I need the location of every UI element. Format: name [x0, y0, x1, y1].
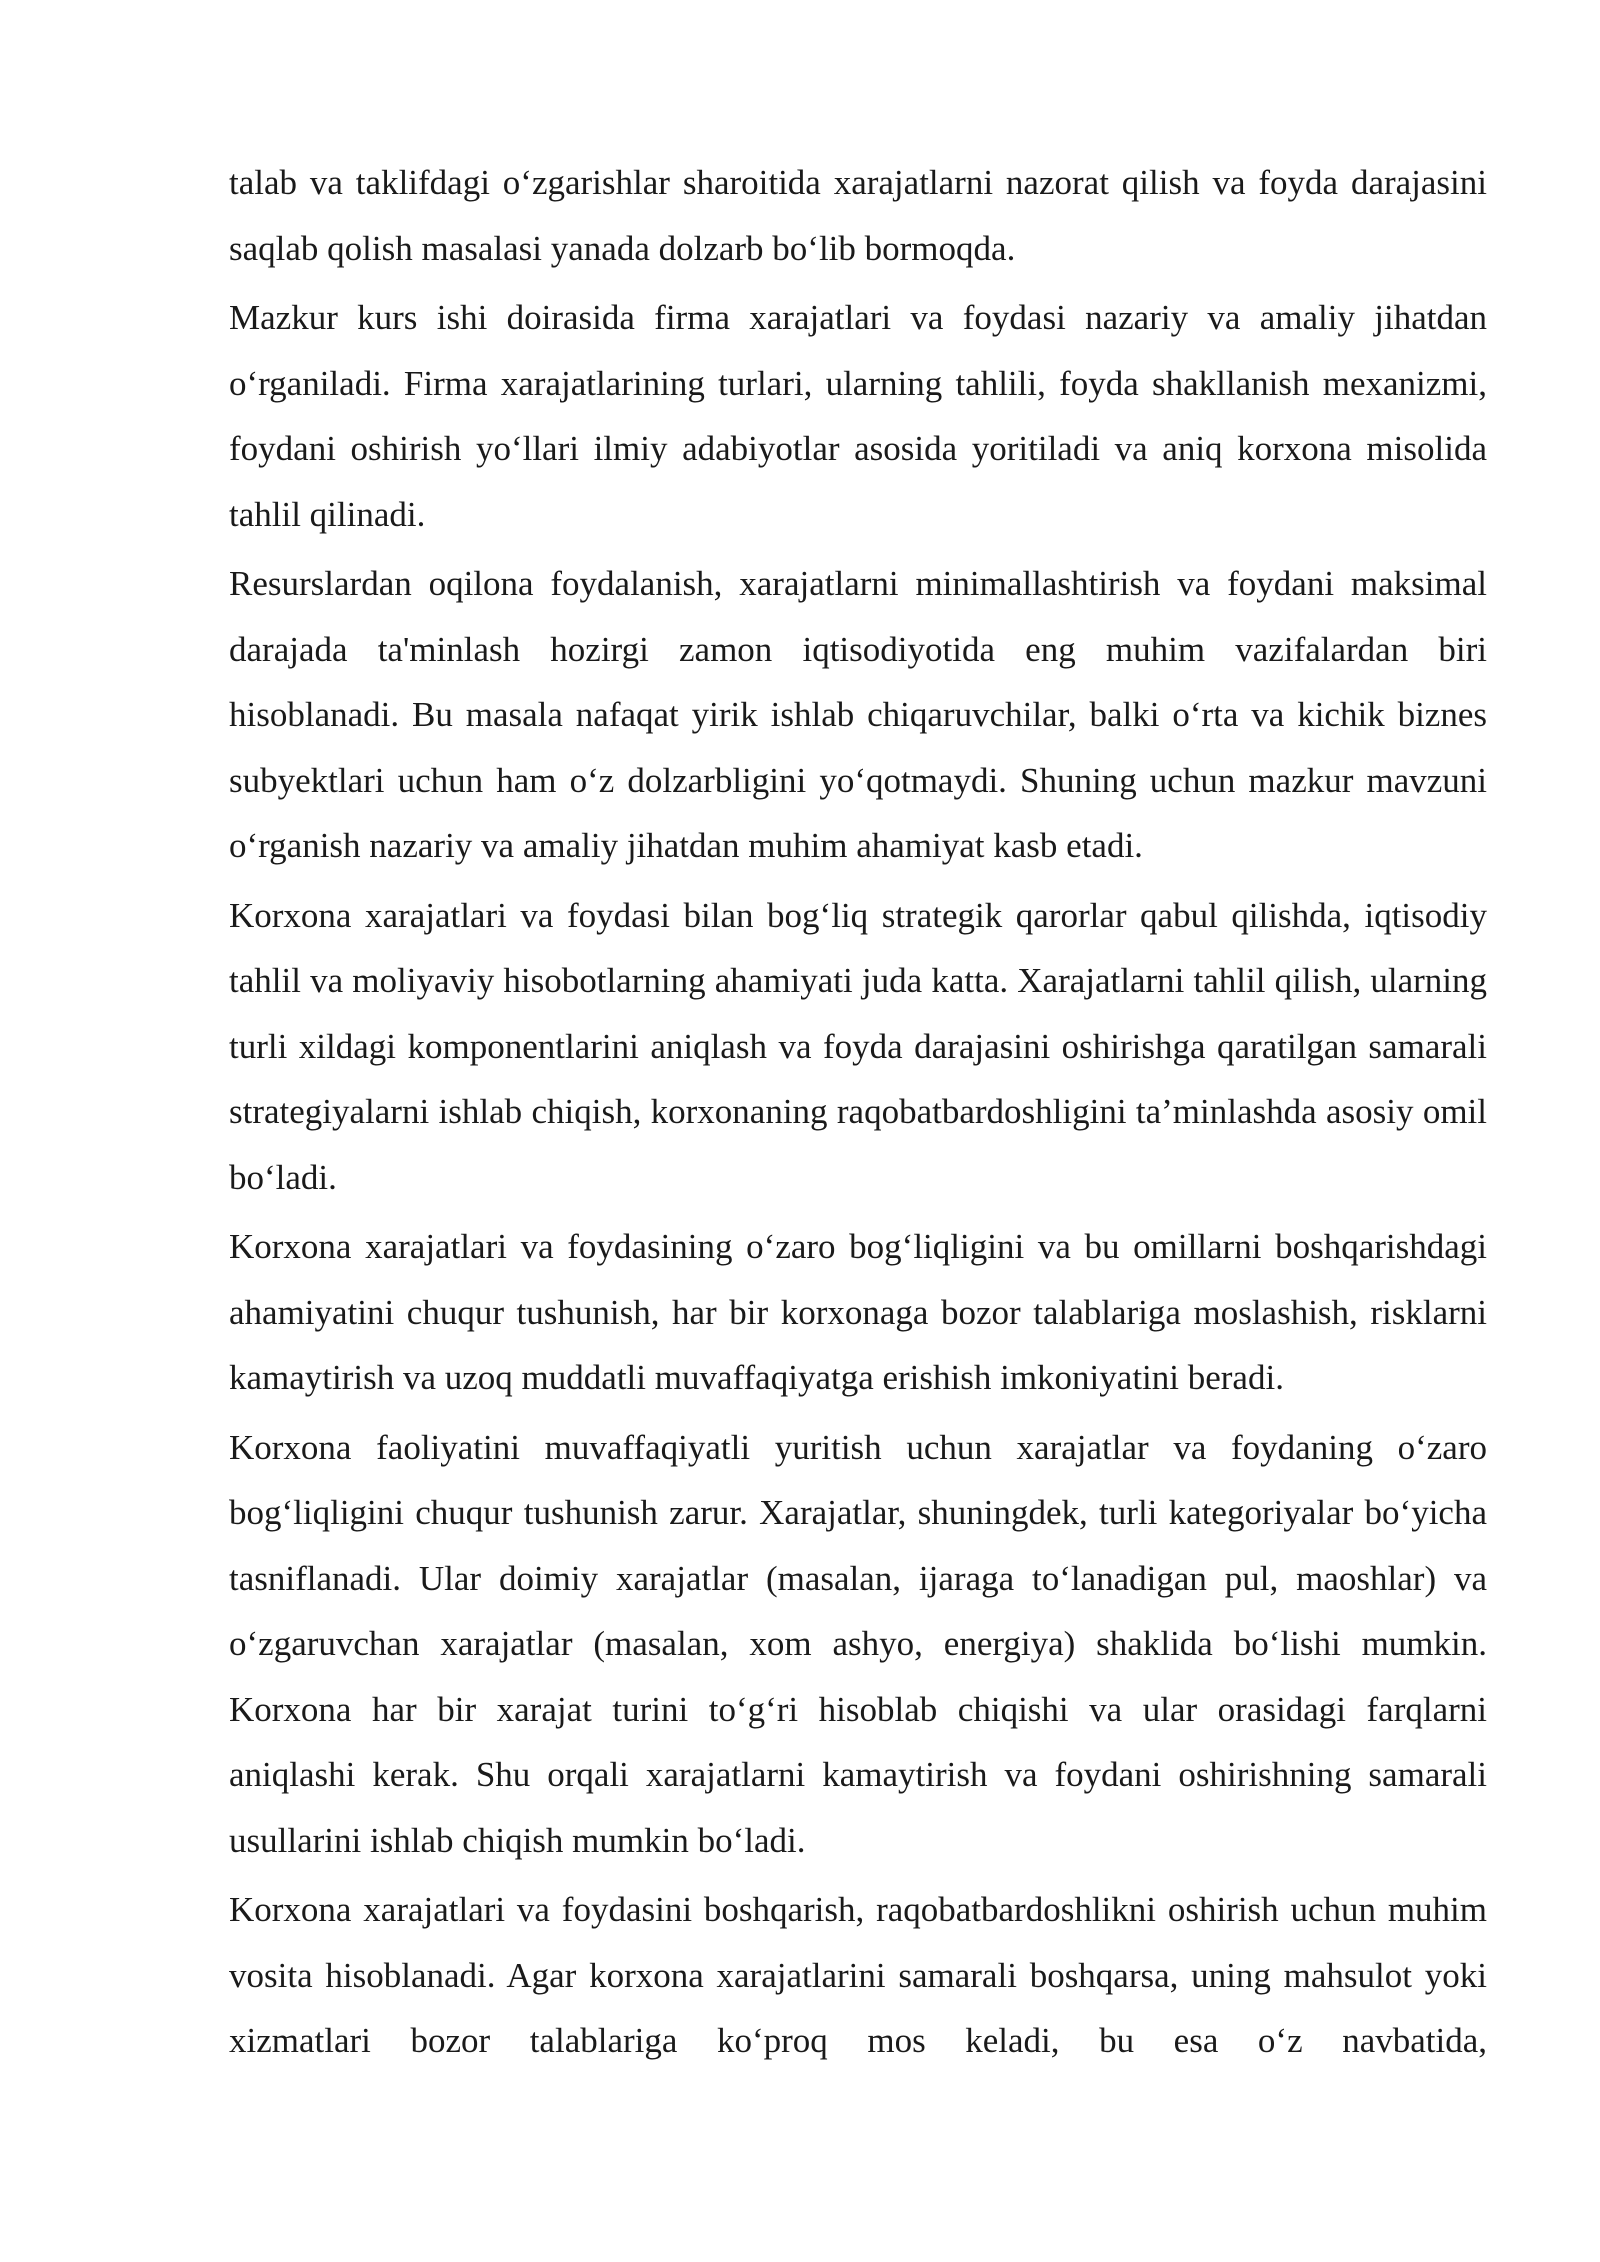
- paragraph-6: Korxona faoliyatini muvaffaqiyatli yuritish uchun xarajatlar va foydaning o‘zaro bog‘liqligini chuqur tushunish zarur. Xarajatlar, shuningdek, turli kategoriyalar bo‘yicha tasniflanadi. Ular doimiy xarajatlar (masalan, ijaraga to‘lanadigan pul, maoshlar) va o‘zgaruvchan xarajatlar (masalan, xom ashyo, energiya) shaklida bo‘lishi mumkin. Korxona har bir xarajat turini to‘g‘ri hisoblab chiqishi va ular orasidagi farqlarni aniqlashi kerak. Shu orqali xarajatlarni kamaytirish va foydani oshirishning samarali usullarini ishlab chiqish mumkin bo‘ladi.: [229, 1427, 1487, 1860]
- paragraph-4: Korxona xarajatlari va foydasi bilan bog‘liq strategik qarorlar qabul qilishda, iqtisodiy tahlil va moliyaviy hisobotlarning ahamiyati juda katta. Xarajatlarni tahlil qilish, ularning turli xildagi komponentlarini aniqlash va foyda darajasini oshirishga qaratilgan samarali strategiyalarni ishlab chiqish, korxonaning raqobatbardoshligini ta’minlashda asosiy omil bo‘ladi.: [229, 895, 1487, 1197]
- document-page: [229, 150, 1487, 2078]
- paragraph-2: Mazkur kurs ishi doirasida firma xarajatlari va foydasi nazariy va amaliy jihatdan o‘rganiladi. Firma xarajatlarining turlari, ularning tahlili, foyda shakllanish mexanizmi, foydani oshirish yo‘llari ilmiy adabiyotlar asosida yoritiladi va aniq korxona misolida tahlil qilinadi.: [229, 298, 1487, 534]
- paragraph-7: Korxona xarajatlari va foydasini boshqarish, raqobatbardoshlikni oshirish uchun muhim vosita hisoblanadi. Agar korxona xarajatlarini samarali boshqarsa, uning mahsulot yoki xizmatlari bozor talablariga ko‘proq mos keladi, bu esa o‘z navbatida,: [229, 1890, 1487, 2060]
- paragraph-5: Korxona xarajatlari va foydasining o‘zaro bog‘liqligini va bu omillarni boshqarishdagi ahamiyatini chuqur tushunish, har bir korxonaga bozor talablariga moslashish, risklarni kamaytirish va uzoq muddatli muvaffaqiyatga erishish imkoniyatini beradi.: [229, 1227, 1487, 1397]
- paragraph-1: talab va taklifdagi o‘zgarishlar sharoitida xarajatlarni nazorat qilish va foyda darajasini saqlab qolish masalasi yanada dolzarb bo‘lib bormoqda.: [229, 163, 1487, 268]
- paragraph-3: Resurslardan oqilona foydalanish, xarajatlarni minimallashtirish va foydani maksimal darajada ta'minlash hozirgi zamon iqtisodiyotida eng muhim vazifalardan biri hisoblanadi. Bu masala nafaqat yirik ishlab chiqaruvchilar, balki o‘rta va kichik biznes subyektlari uchun ham o‘z dolzarbligini yo‘qotmaydi. Shuning uchun mazkur mavzuni o‘rganish nazariy va amaliy jihatdan muhim ahamiyat kasb etadi.: [229, 564, 1487, 865]
